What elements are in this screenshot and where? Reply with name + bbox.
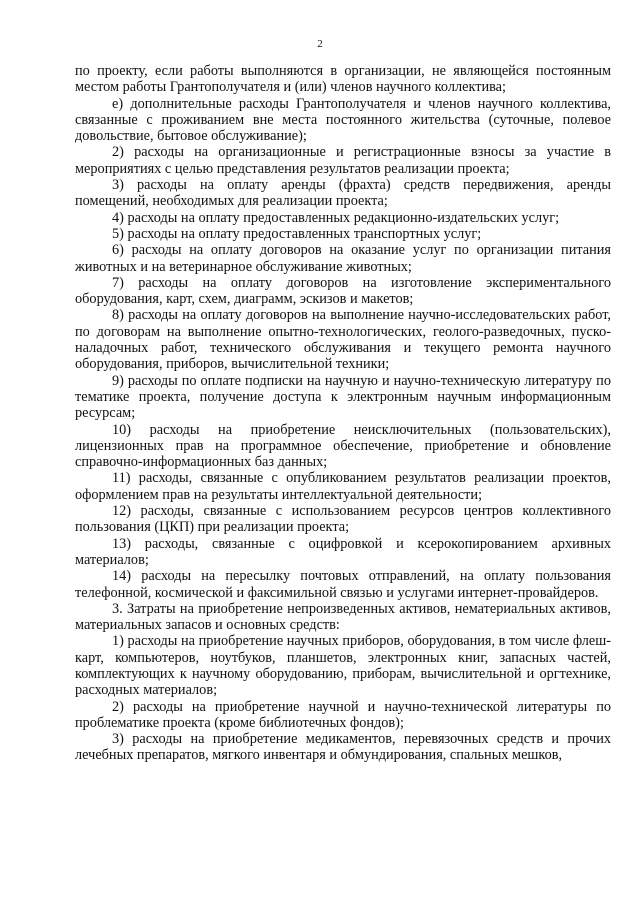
document-body bbox=[75, 63, 611, 764]
paragraph-item-4: 4) расходы на оплату предоставленных редакционно-издательских услуг; bbox=[112, 209, 560, 226]
page-number: 2 bbox=[317, 38, 323, 50]
paragraph-item-e: е) дополнительные расходы Грантополучателя и членов научного коллектива, связанные с проживанием вне места постоянного жительства (суточные, полевое довольствие, бытовое обслуживание); bbox=[75, 95, 611, 145]
paragraph-item-3-3: 3) расходы на приобретение медикаментов, перевязочных средств и прочих лечебных препаратов, мягкого инвентаря и обмундирования, спальных мешков, bbox=[75, 731, 611, 764]
paragraph-item-11: 11) расходы, связанные с опубликованием результатов реализации проектов, оформлением прав на результаты интеллектуальной деятельности; bbox=[75, 470, 611, 503]
paragraph-item-5: 5) расходы на оплату предоставленных транспортных услуг; bbox=[112, 225, 482, 242]
paragraph-continuation: по проекту, если работы выполняются в организации, не являющейся постоянным местом работы Грантополучателя и (или) членов научного коллектива; bbox=[75, 63, 611, 96]
paragraph-item-3-2: 2) расходы на приобретение научной и научно-технической литературы по проблематике проекта (кроме библиотечных фондов); bbox=[75, 698, 611, 731]
paragraph-item-2: 2) расходы на организационные и регистрационные взносы за участие в мероприятиях с целью представления результатов реализации проекта; bbox=[75, 144, 611, 177]
paragraph-item-14: 14) расходы на пересылку почтовых отправлений, на оплату пользования телефонной, космической и факсимильной связью и услугами интернет-провайдеров. bbox=[75, 568, 611, 601]
paragraph-item-13: 13) расходы, связанные с оцифровкой и ксерокопированием архивных материалов; bbox=[75, 535, 611, 568]
section-heading-3: 3. Затраты на приобретение непроизведенных активов, нематериальных активов, материальных запасов и основных средств: bbox=[75, 600, 611, 634]
paragraph-item-3-1: 1) расходы на приобретение научных приборов, оборудования, в том числе флеш-карт, компьютеров, ноутбуков, планшетов, электронных книг, запасных частей, комплектующих к научному оборудованию, приборам, вычислительной и оргтехнике, расходных материалов; bbox=[75, 633, 611, 699]
paragraph-item-9: 9) расходы по оплате подписки на научную и научно-техническую литературу по тематике проекта, получение доступа к электронным научным информационным ресурсам; bbox=[75, 372, 611, 422]
paragraph-item-6: 6) расходы на оплату договоров на оказание услуг по организации питания животных и на ветеринарное обслуживание животных; bbox=[75, 242, 611, 275]
paragraph-item-10: 10) расходы на приобретение неисключительных (пользовательских), лицензионных прав на программное обеспечение, приобретение и обновление справочно-информационных баз данных; bbox=[75, 421, 611, 471]
paragraph-item-12: 12) расходы, связанные с использованием ресурсов центров коллективного пользования (ЦКП) при реализации проекта; bbox=[75, 503, 611, 536]
paragraph-item-3: 3) расходы на оплату аренды (фрахта) средств передвижения, аренды помещений, необходимых для реализации проекта; bbox=[75, 177, 611, 210]
paragraph-item-8: 8) расходы на оплату договоров на выполнение научно-исследовательских работ, по договорам на выполнение опытно-технологических, геолого-разведочных, пуско-наладочных работ, технического обслуживания и текущего ремонта научного оборудования, приборов, вычислительной техники; bbox=[75, 307, 611, 373]
paragraph-item-7: 7) расходы на оплату договоров на изготовление экспериментального оборудования, карт, схем, диаграмм, эскизов и макетов; bbox=[75, 274, 611, 308]
